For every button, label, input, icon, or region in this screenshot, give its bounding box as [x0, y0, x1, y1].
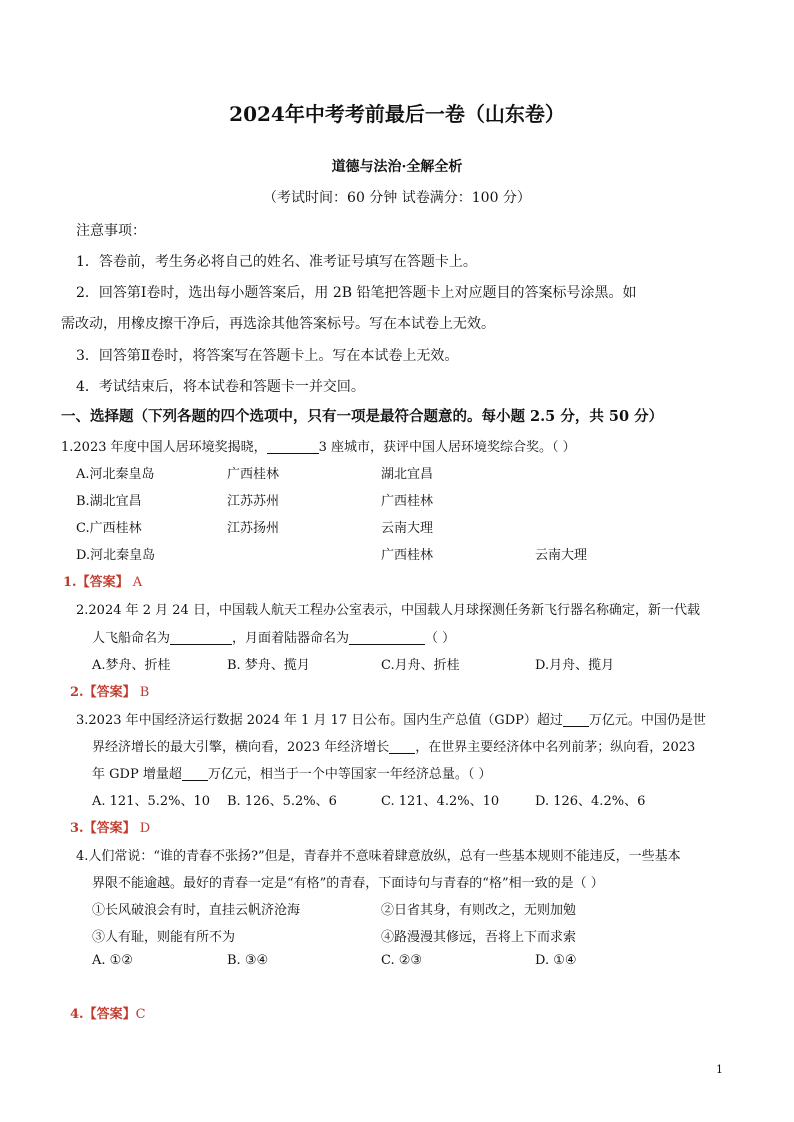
q4-answer: [70, 1003, 146, 1022]
answer-prefix: 3.【答案】: [70, 821, 136, 836]
question-4-line-1: 4.人们常说：“谁的青春不张扬?”但是，青春并不意味着肆意放纵，总有一些基本规则不能违反，一些基本: [76, 849, 681, 864]
note-item-4: 4．考试结束后，将本试卷和答题卡一并交回。: [76, 379, 365, 395]
q4-option-d: D. ①④: [535, 953, 577, 968]
q1-option-b-city2: 江苏苏州: [227, 494, 280, 509]
answer-value: C: [135, 1007, 146, 1022]
q4-option-a: A. ①②: [92, 953, 133, 968]
question-2-line-1: 2.2024 年 2 月 24 日，中国载人航天工程办公室表示，中国载人月球探测任务新飞行器名称确定，新一代载: [76, 603, 700, 618]
q1-option-c: C.广西桂林: [76, 521, 142, 536]
answer-prefix: 2.【答案】: [70, 685, 136, 700]
q1-option-a-city3: 湖北宜昌: [381, 467, 434, 482]
q1-option-a-city2: 广西桂林: [227, 467, 280, 482]
question-3-line-3: [92, 763, 491, 782]
q2-answer: [70, 681, 149, 700]
question-2-line-2: [92, 627, 455, 646]
answer-value: B: [139, 685, 150, 700]
answer-blank: [563, 712, 589, 727]
answer-blank: [349, 630, 425, 645]
q2-option-c: C.月舟、折桂: [381, 658, 460, 673]
q3-option-d: D. 126、4.2%、6: [535, 794, 646, 809]
question-1-stem: [61, 436, 576, 455]
q3-line3-a: 年 GDP 增量超: [92, 767, 182, 782]
q3-answer: [70, 817, 150, 836]
q1-stem-b: 3 座城市，获评中国人居环境奖综合奖。（ ）: [318, 440, 576, 455]
q1-option-b: B.湖北宜昌: [76, 494, 142, 509]
question-3-line-2: [92, 736, 695, 755]
q1-option-d-city3: 广西桂林: [381, 548, 434, 563]
q2-option-d: D.月舟、揽月: [535, 658, 615, 673]
q2-option-a: A.梦舟、折桂: [92, 658, 171, 673]
answer-blank: [267, 439, 319, 454]
page-title: 2024年中考考前最后一卷（山东卷）: [229, 102, 565, 126]
q1-option-d-city4: 云南大理: [535, 548, 588, 563]
answer-prefix: 1.【答案】: [63, 575, 129, 590]
q2-line2-a: 人飞船命名为: [92, 631, 171, 646]
q4-item-2: ②日省其身，有则改之，无则加勉: [381, 903, 577, 918]
q1-answer: [63, 571, 142, 590]
answer-value: A: [132, 575, 143, 590]
page-number: 1: [716, 1063, 723, 1076]
note-item-2: 2．回答第Ⅰ卷时，选出每小题答案后，用 2B 铅笔把答题卡上对应题目的答案标号涂黑。如: [76, 285, 637, 301]
q3-line3-b: 万亿元，相当于一个中等国家一年经济总量。（ ）: [207, 767, 492, 782]
answer-prefix: 4.【答案】: [70, 1007, 136, 1022]
q4-item-4: ④路漫漫其修远，吾将上下而求索: [381, 930, 577, 945]
note-item-1: 1．答卷前，考生务必将自己的姓名、准考证号填写在答题卡上。: [76, 254, 477, 270]
q3-line1-b: 万亿元。中国仍是世: [588, 713, 706, 728]
answer-blank: [182, 766, 208, 781]
q4-item-3: ③人有耻，则能有所不为: [92, 930, 236, 945]
q1-option-b-city3: 广西桂林: [381, 494, 434, 509]
question-3-line-1: [76, 709, 706, 728]
section-heading: 一、选择题（下列各题的四个选项中，只有一项是最符合题意的。每小题 2.5 分，共 50 分）: [61, 408, 664, 425]
q1-option-c-city3: 云南大理: [381, 521, 434, 536]
answer-value: D: [139, 821, 151, 836]
q1-option-c-city2: 江苏扬州: [227, 521, 280, 536]
answer-blank: [389, 739, 415, 754]
page-subtitle: 道德与法治·全解全析: [331, 159, 463, 175]
q4-option-b: B. ③④: [227, 953, 269, 968]
q4-option-c: C. ②③: [381, 953, 423, 968]
answer-blank: [170, 630, 232, 645]
q3-option-b: B. 126、5.2%、6: [227, 794, 337, 809]
q3-option-a: A. 121、5.2%、10: [92, 794, 211, 809]
q3-option-c: C. 121、4.2%、10: [381, 794, 500, 809]
q3-line2-b: ，在世界主要经济体中名列前茅；纵向看，2023: [415, 740, 696, 755]
notes-heading: 注意事项：: [76, 223, 146, 239]
q1-stem-a: 1.2023 年度中国人居环境奖揭晓，: [61, 440, 267, 455]
q4-item-1: ①长风破浪会有时，直挂云帆济沧海: [92, 903, 301, 918]
q3-line2-a: 界经济增长的最大引擎，横向看，2023 年经济增长: [92, 740, 390, 755]
q1-option-d: D.河北秦皇岛: [76, 548, 156, 563]
question-4-line-2: 界限不能逾越。最好的青春一定是“有格”的青春，下面诗句与青春的“格”相一致的是（ ）: [92, 876, 604, 891]
q2-option-b: B. 梦舟、揽月: [227, 658, 310, 673]
q2-line2-c: （ ）: [425, 631, 456, 646]
note-item-2-cont: 需改动，用橡皮擦干净后，再选涂其他答案标号。写在本试卷上无效。: [61, 316, 495, 332]
q1-option-a: A.河北秦皇岛: [76, 467, 155, 482]
q2-line2-b: ，月面着陆器命名为: [232, 631, 350, 646]
q3-line1-a: 3.2023 年中国经济运行数据 2024 年 1 月 17 日公布。国内生产总值（GDP）超过: [76, 713, 563, 728]
exam-time-info: （考试时间：60 分钟 试卷满分：100 分）: [263, 190, 531, 206]
note-item-3: 3．回答第Ⅱ卷时，将答案写在答题卡上。写在本试卷上无效。: [76, 348, 459, 364]
